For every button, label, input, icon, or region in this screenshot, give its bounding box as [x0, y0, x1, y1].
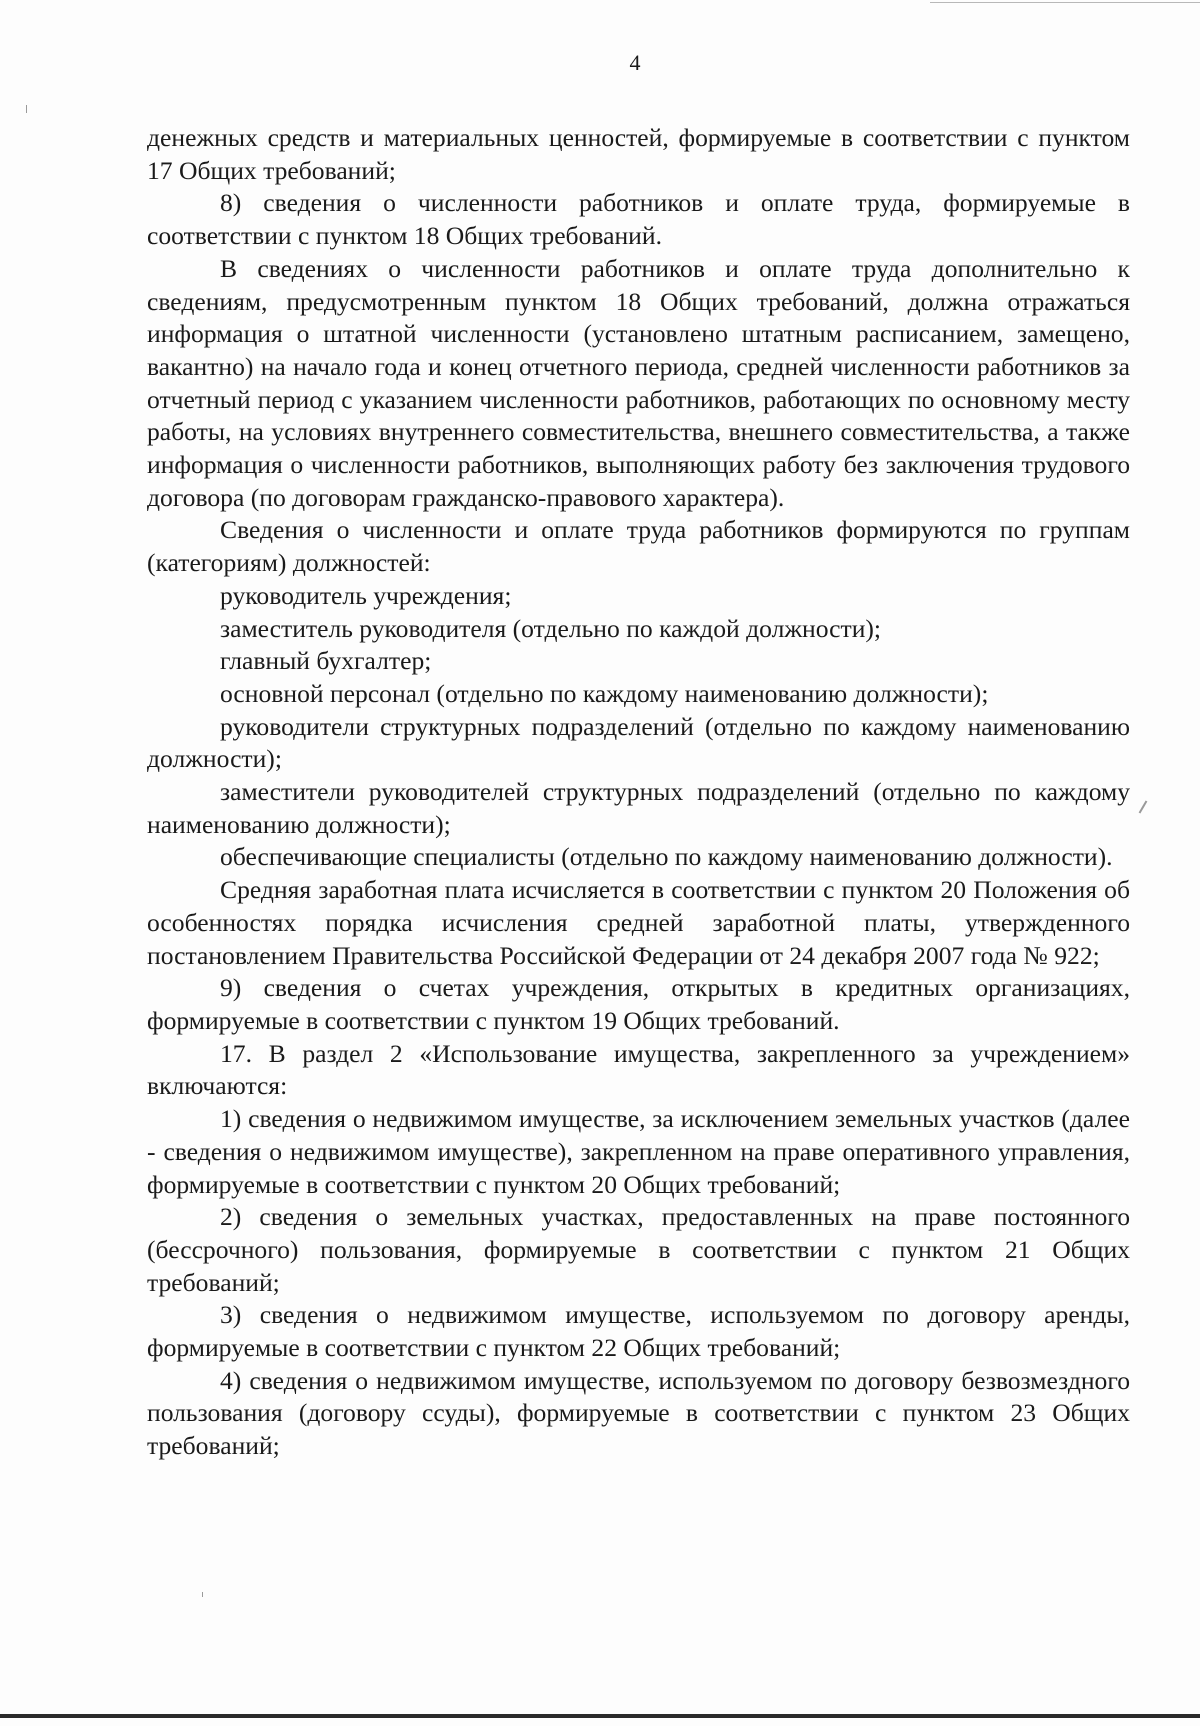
paragraph-item-1: 1) сведения о недвижимом имуществе, за исключением земельных участков (далее - сведения о недвижимом имуществе), закрепленном на праве оперативного управления, формируемые в соответствии с пунктом 20 Общих требований;: [147, 1104, 1130, 1199]
list-item-chief-accountant: главный бухгалтер;: [220, 646, 432, 676]
list-item-support-specialists: обеспечивающие специалисты (отдельно по каждому наименованию должности).: [220, 842, 1113, 872]
list-item-deputy-head: заместитель руководителя (отдельно по каждой должности);: [220, 613, 882, 643]
scan-edge-line-bottom: [0, 1714, 1200, 1718]
paragraph-continuation: денежных средств и материальных ценностей, формируемые в соответствии с пунктом 17 Общих требований;: [147, 123, 1130, 185]
list-item-unit-deputies: заместители руководителей структурных подразделений (отдельно по каждому наименованию должности);: [147, 777, 1130, 839]
paragraph-categories-intro: Сведения о численности и оплате труда работников формируются по группам (категориям) должностей:: [147, 515, 1130, 578]
paragraph-average-salary: Средняя заработная плата исчисляется в соответствии с пунктом 20 Положения об особенностях порядка исчисления средней заработной платы, утвержденного постановлением Правительства Российской Федерации от 24 декабря 2007 года № 922;: [147, 875, 1130, 970]
paragraph-section-17: 17. В раздел 2 «Использование имущества, закрепленного за учреждением» включаются:: [147, 1038, 1130, 1101]
scan-speck: [26, 105, 27, 113]
scan-edge-line-top: [930, 2, 1200, 3]
list-item-main-staff: основной персонал (отдельно по каждому наименованию должности);: [220, 678, 989, 708]
paragraph-item-8: 8) сведения о численности работников и оплате труда, формируемые в соответствии с пунктом 18 Общих требований.: [147, 188, 1130, 251]
paragraph-item-3: 3) сведения о недвижимом имуществе, используемом по договору аренды, формируемые в соответствии с пунктом 22 Общих требований;: [147, 1300, 1130, 1363]
scan-speck: [202, 1592, 203, 1597]
list-item-unit-heads: руководители структурных подразделений (отдельно по каждому наименованию должности);: [147, 711, 1130, 774]
scan-speck: [1139, 800, 1148, 813]
list-item-head: руководитель учреждения;: [220, 580, 512, 610]
paragraph-item-9: 9) сведения о счетах учреждения, открытых в кредитных организациях, формируемые в соответствии с пунктом 19 Общих требований.: [147, 973, 1130, 1035]
paragraph-staff-info: В сведениях о численности работников и оплате труда дополнительно к сведениям, предусмотренным пунктом 18 Общих требований, должна отражаться информация о штатной численности (установлено штатным расписанием, замещено, вакантно) на начало года и конец отчетного периода, средней численности работников за отчетный период с указанием численности работников, работающих по основному месту работы, на условиях внутреннего совместительства, внешнего совместительства, а также информация о численности работников, выполняющих работу без заключения трудового договора (по договорам гражданско-правового характера).: [147, 253, 1130, 512]
page-number: 4: [629, 50, 641, 75]
paragraph-item-4: 4) сведения о недвижимом имуществе, используемом по договору безвозмездного пользования (договору ссуды), формируемые в соответствии с пунктом 23 Общих требований;: [147, 1365, 1130, 1461]
document-body: [147, 122, 1130, 1463]
paragraph-item-2: 2) сведения о земельных участках, предоставленных на праве постоянного (бессрочного) пользования, формируемые в соответствии с пунктом 21 Общих требований;: [147, 1202, 1130, 1297]
